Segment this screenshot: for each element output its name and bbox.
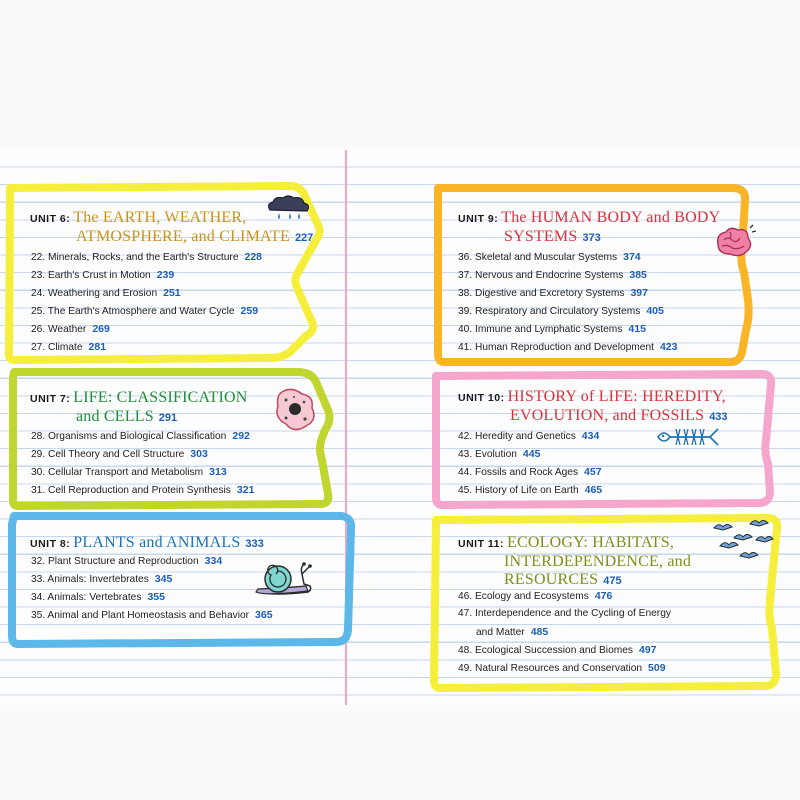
chapter-item[interactable]: 23. Earth's Crust in Motion 239: [31, 269, 175, 281]
chapter-item[interactable]: 42. Heredity and Genetics 434: [458, 430, 600, 442]
unit-page-number: 227: [294, 232, 314, 244]
chapter-item[interactable]: 40. Immune and Lymphatic Systems 415: [458, 323, 646, 335]
unit-8-heading: [30, 534, 330, 553]
unit-title-line-1: The EARTH, WEATHER,: [73, 209, 247, 226]
unit-title-line-2: ATMOSPHERE, and CLIMATE: [76, 228, 290, 245]
unit-title-line-2: EVOLUTION, and FOSSILS: [510, 407, 705, 424]
chapter-item[interactable]: 24. Weathering and Erosion 251: [31, 287, 181, 299]
unit-title-line-2: INTERDEPENDENCE, and: [504, 553, 692, 570]
chapter-item[interactable]: 32. Plant Structure and Reproduction 334: [31, 555, 223, 567]
chapter-item[interactable]: 45. History of Life on Earth 465: [458, 484, 603, 496]
unit-label: UNIT 10:: [458, 392, 505, 404]
chapter-item[interactable]: 31. Cell Reproduction and Protein Synthesis 321: [31, 484, 255, 496]
chapter-item[interactable]: 49. Natural Resources and Conservation 509: [458, 662, 666, 674]
unit-8-chapters: [31, 552, 273, 624]
unit-page-number: 433: [709, 411, 728, 423]
unit-page-number: 373: [582, 232, 601, 244]
unit-label: UNIT 9:: [458, 213, 499, 225]
unit-label: UNIT 7:: [30, 393, 71, 405]
unit-11-card: [400, 0, 800, 700]
chapter-item[interactable]: 35. Animal and Plant Homeostasis and Behavior 365: [31, 609, 273, 621]
unit-title-line-1: PLANTS and ANIMALS: [73, 534, 241, 551]
chapter-item[interactable]: 25. The Earth's Atmosphere and Water Cycle 259: [31, 305, 259, 317]
chapter-item-continued[interactable]: and Matter 485: [476, 626, 549, 638]
unit-8-card: [0, 0, 400, 660]
chapter-item[interactable]: 34. Animals: Vertebrates 355: [31, 591, 165, 603]
unit-title-line-2: and CELLS: [76, 408, 154, 425]
chapter-item[interactable]: 47. Interdependence and the Cycling of Energy: [458, 608, 671, 619]
chapter-item[interactable]: 43. Evolution 445: [458, 448, 541, 460]
chapter-item[interactable]: 41. Human Reproduction and Development 423: [458, 341, 678, 353]
chapter-item[interactable]: 33. Animals: Invertebrates 345: [31, 573, 173, 585]
snail-icon: [254, 562, 316, 598]
unit-title-line-2: SYSTEMS: [504, 228, 578, 245]
chapter-item[interactable]: 46. Ecology and Ecosystems 476: [458, 590, 613, 602]
unit-label: UNIT 6:: [30, 213, 71, 225]
chapter-item[interactable]: 26. Weather 269: [31, 323, 110, 335]
unit-title-line-3: RESOURCES: [504, 571, 599, 588]
chapter-item[interactable]: 39. Respiratory and Circulatory Systems 405: [458, 305, 664, 317]
unit-title-line-1: HISTORY of LIFE: HEREDITY,: [507, 388, 726, 405]
unit-page-number: 291: [158, 412, 178, 424]
unit-11-chapters: [458, 587, 671, 677]
unit-page-number: 333: [245, 538, 264, 550]
unit-title-line-1: LIFE: CLASSIFICATION: [73, 389, 248, 406]
chapter-item[interactable]: 36. Skeletal and Muscular Systems 374: [458, 251, 641, 263]
unit-title-line-1: ECOLOGY: HABITATS,: [507, 534, 675, 551]
birds-icon: [710, 518, 774, 568]
chapter-item[interactable]: 22. Minerals, Rocks, and the Earth's Structure 228: [31, 251, 263, 263]
chapter-item[interactable]: 28. Organisms and Biological Classification 292: [31, 430, 250, 442]
chapter-item[interactable]: 44. Fossils and Rock Ages 457: [458, 466, 602, 478]
unit-label: UNIT 8:: [30, 538, 71, 550]
chapter-item[interactable]: 37. Nervous and Endocrine Systems 385: [458, 269, 647, 281]
chapter-item[interactable]: 48. Ecological Succession and Biomes 497: [458, 644, 657, 656]
unit-page-number: 475: [603, 575, 622, 587]
chapter-item[interactable]: 29. Cell Theory and Cell Structure 303: [31, 448, 208, 460]
chapter-item[interactable]: 30. Cellular Transport and Metabolism 313: [31, 466, 227, 478]
chapter-item[interactable]: 38. Digestive and Excretory Systems 397: [458, 287, 648, 299]
unit-label: UNIT 11:: [458, 538, 505, 550]
unit-title-line-1: The HUMAN BODY and BODY: [501, 209, 721, 226]
chapter-item[interactable]: 27. Climate 281: [31, 341, 107, 353]
